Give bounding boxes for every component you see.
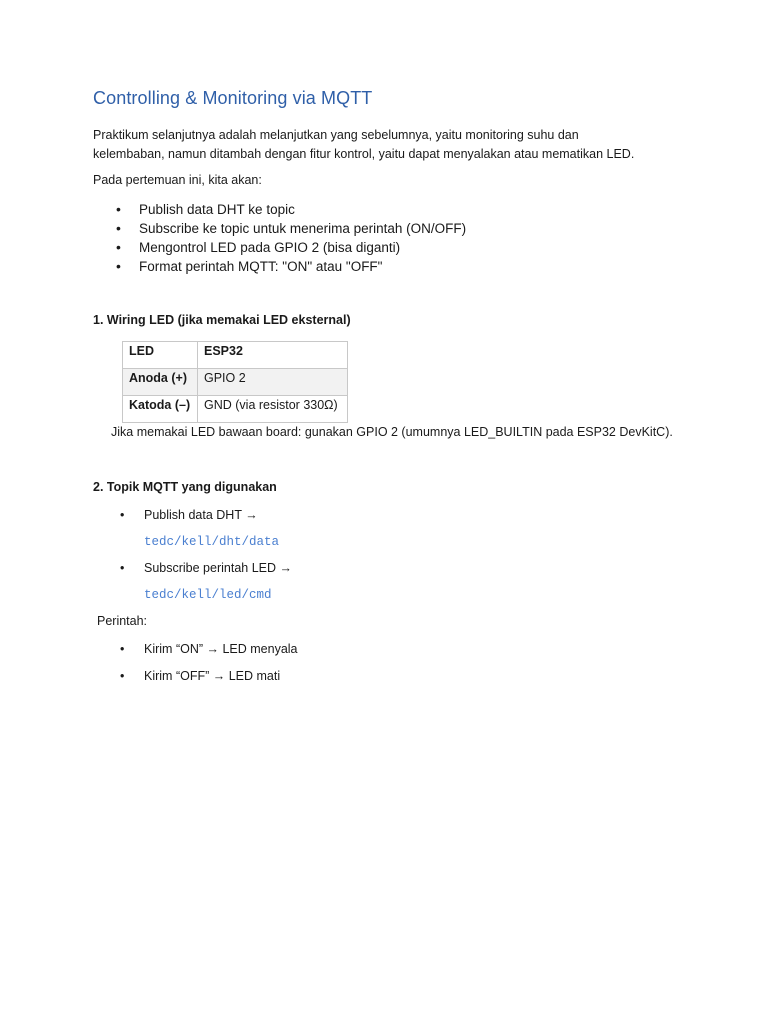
table-header-cell: ESP32 (198, 342, 348, 369)
topic-code: tedc/kell/led/cmd (144, 588, 272, 602)
table-header-cell: LED (123, 342, 198, 369)
table-cell: Anoda (+) (123, 369, 198, 396)
commands-label: Perintah: (97, 614, 148, 628)
table-row (123, 396, 348, 423)
table-cell: GND (via resistor 330Ω) (198, 396, 348, 423)
builtin-led-note: Jika memakai LED bawaan board: gunakan GPIO 2 (umumnya LED_BUILTIN pada ESP32 DevKitC). (111, 425, 673, 439)
section-heading-wiring: 1. Wiring LED (jika memakai LED eksternal) (93, 313, 351, 327)
topic-code: tedc/kell/dht/data (144, 535, 280, 549)
command-item: Kirim “ON” → LED menyala (144, 642, 298, 656)
intro-paragraph (93, 126, 693, 164)
list-item: • Mengontrol LED pada GPIO 2 (bisa diganti) (93, 238, 466, 257)
meeting-intro: Pada pertemuan ini, kita akan: (93, 173, 262, 187)
wiring-table (122, 341, 348, 423)
list-item: • Publish data DHT ke topic (93, 200, 466, 219)
bullet-icon: • (120, 642, 125, 656)
intro-line-2: kelembaban, namun ditambah dengan fitur kontrol, yaitu dapat menyalakan atau mematikan LED. (93, 147, 635, 161)
command-item: Kirim “OFF” → LED mati (144, 669, 281, 683)
intro-line-1: Praktikum selanjutnya adalah melanjutkan yang sebelumnya, yaitu monitoring suhu dan (93, 128, 579, 142)
table-row (123, 369, 348, 396)
table-cell: GPIO 2 (198, 369, 348, 396)
bullet-icon: • (120, 669, 125, 683)
table-header-row (123, 342, 348, 369)
bullet-icon: • (120, 561, 125, 575)
page-title: Controlling & Monitoring via MQTT (93, 88, 373, 108)
topic-label: Subscribe perintah LED → (144, 561, 292, 575)
topic-label: Publish data DHT → (144, 508, 258, 522)
table-cell: Katoda (–) (123, 396, 198, 423)
list-item: • Subscribe ke topic untuk menerima perintah (ON/OFF) (93, 219, 466, 238)
list-item: • Format perintah MQTT: "ON" atau "OFF" (93, 257, 466, 276)
bullet-icon: • (120, 508, 125, 522)
section-heading-topics: 2. Topik MQTT yang digunakan (93, 480, 277, 494)
goals-list (93, 200, 466, 276)
